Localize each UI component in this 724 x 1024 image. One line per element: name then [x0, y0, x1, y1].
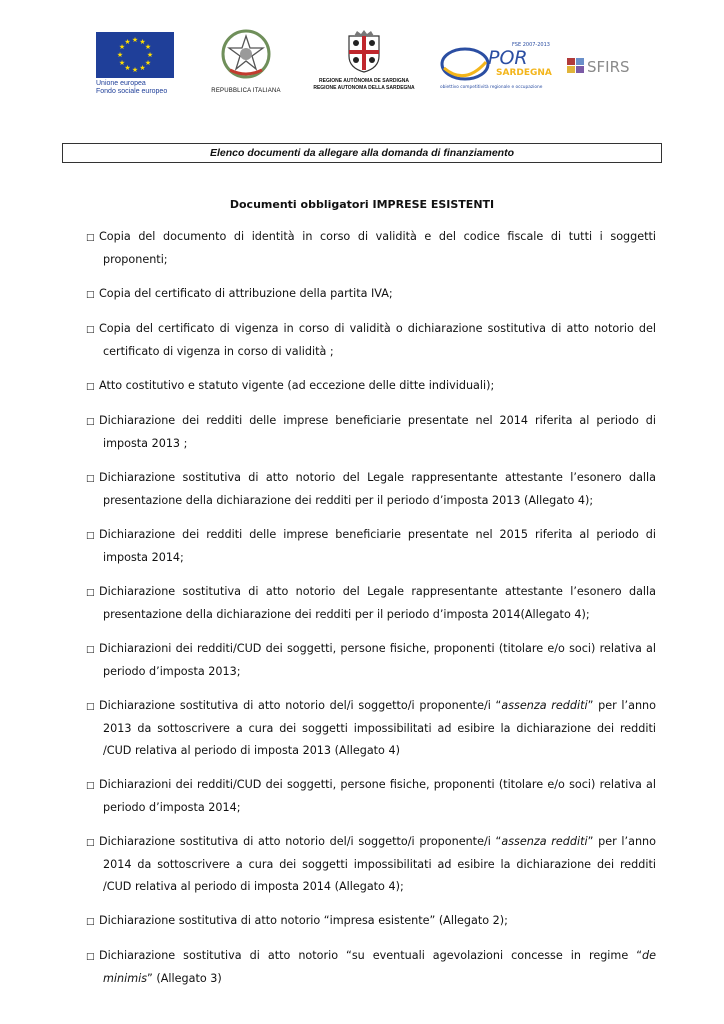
checklist-item: □ Dichiarazione sostitutiva di atto notorio del/i soggetto/i proponente/i “assenza redditi” per l’anno 2014 da sottoscrivere a cura dei soggetti impossibilitati ad esibire la dichiarazione dei redditi /CUD relativa al periodo di imposta 2014 (Allegato 4); — [86, 831, 656, 898]
por-sardegna-emblem-icon — [438, 38, 552, 90]
eu-logo — [96, 32, 176, 96]
checkbox-icon: □ — [86, 588, 95, 598]
checkbox-icon: □ — [86, 290, 95, 300]
checkbox-icon: □ — [86, 917, 95, 927]
republic-caption: REPUBBLICA ITALIANA — [211, 88, 281, 94]
eu-caption: Unione europea Fondo sociale europeo — [96, 80, 168, 95]
svg-text:★: ★ — [124, 38, 131, 46]
svg-text:POR: POR — [488, 47, 528, 69]
svg-text:★: ★ — [116, 51, 124, 59]
checkbox-icon: □ — [86, 781, 95, 791]
svg-text:★: ★ — [139, 38, 146, 46]
svg-text:★: ★ — [124, 64, 131, 72]
sardinia-shield-icon — [345, 30, 383, 74]
eu-flag-icon — [96, 32, 174, 78]
checklist-item: □ Dichiarazioni dei redditi/CUD dei soggetti, persone fisiche, proponenti (titolare e/o soci) relativa al periodo d’imposta 2014; — [86, 774, 656, 819]
checklist-item: □ Dichiarazione dei redditi delle imprese beneficiarie presentate nel 2014 riferita al periodo di imposta 2013 ; — [86, 410, 656, 455]
checkbox-icon: □ — [86, 838, 95, 848]
svg-text:★: ★ — [146, 51, 154, 59]
checkbox-icon: □ — [86, 382, 95, 392]
svg-text:SARDEGNA: SARDEGNA — [496, 68, 552, 78]
checkbox-icon: □ — [86, 645, 95, 655]
svg-text:obiettivo competitività region: obiettivo competitività regionale e occupazione — [440, 85, 543, 90]
republic-logo — [205, 28, 287, 94]
checklist-item: □ Dichiarazione sostitutiva di atto notorio “impresa esistente” (Allegato 2); — [86, 910, 656, 933]
checkbox-icon: □ — [86, 233, 95, 243]
por-sardegna-logo — [438, 38, 552, 90]
checkbox-icon: □ — [86, 325, 95, 335]
section-heading: Documenti obbligatori IMPRESE ESISTENTI — [229, 198, 495, 211]
checkbox-icon: □ — [86, 474, 95, 484]
document-checklist — [86, 226, 656, 1002]
checkbox-icon: □ — [86, 417, 95, 427]
document-title: Elenco documenti da allegare alla domanda di finanziamento — [62, 143, 662, 163]
svg-text:FSE 2007-2013: FSE 2007-2013 — [512, 42, 550, 48]
sfirs-logo — [565, 54, 649, 78]
checklist-item: □ Atto costitutivo e statuto vigente (ad eccezione delle ditte individuali); — [86, 375, 656, 398]
checkbox-icon: □ — [86, 952, 95, 962]
svg-text:SFIRS: SFIRS — [587, 58, 630, 76]
checklist-item: □ Dichiarazioni dei redditi/CUD dei soggetti, persone fisiche, proponenti (titolare e/o soci) relativa al periodo d’imposta 2013; — [86, 638, 656, 683]
svg-text:★: ★ — [144, 59, 152, 67]
svg-text:★: ★ — [144, 43, 152, 51]
checklist-item: □ Dichiarazione sostitutiva di atto notorio del Legale rappresentante attestante l’esonero dalla presentazione della dichiarazione dei redditi per il periodo d’imposta 2014(Allegato 4); — [86, 581, 656, 626]
svg-text:★: ★ — [131, 36, 139, 44]
italian-emblem-icon — [220, 28, 272, 80]
checklist-item: □ Copia del certificato di vigenza in corso di validità o dichiarazione sostitutiva di atto notorio del certificato di vigenza in corso di validità ; — [86, 318, 656, 363]
region-logo — [300, 30, 428, 92]
sfirs-mark-icon — [565, 54, 649, 78]
checklist-item: □ Copia del documento di identità in corso di validità e del codice fiscale di tutti i soggetti proponenti; — [86, 226, 656, 271]
checkbox-icon: □ — [86, 702, 95, 712]
svg-text:★: ★ — [131, 66, 139, 74]
checklist-item: □ Dichiarazione dei redditi delle imprese beneficiarie presentate nel 2015 riferita al periodo di imposta 2014; — [86, 524, 656, 569]
checkbox-icon: □ — [86, 531, 95, 541]
checklist-item: □ Dichiarazione sostitutiva di atto notorio del Legale rappresentante attestante l’esonero dalla presentazione della dichiarazione dei redditi per il periodo d’imposta 2013 (Allegato 4); — [86, 467, 656, 512]
svg-text:★: ★ — [139, 64, 146, 72]
checklist-item: □ Dichiarazione sostitutiva di atto notorio “su eventuali agevolazioni concesse in regime “de minimis” (Allegato 3) — [86, 945, 656, 990]
region-caption: REGIONE AUTÒNOMA DE SARDIGNA REGIONE AUTONOMA DELLA SARDEGNA — [313, 78, 415, 91]
checklist-item: □ Copia del certificato di attribuzione della partita IVA; — [86, 283, 656, 306]
checklist-item: □ Dichiarazione sostitutiva di atto notorio del/i soggetto/i proponente/i “assenza redditi” per l’anno 2013 da sottoscrivere a cura dei soggetti impossibilitati ad esibire la dichiarazione dei redditi /CUD relativa al periodo di imposta 2013 (Allegato 4) — [86, 695, 656, 762]
logo-bar — [0, 28, 724, 108]
svg-text:★: ★ — [118, 59, 126, 67]
svg-text:★: ★ — [118, 43, 126, 51]
